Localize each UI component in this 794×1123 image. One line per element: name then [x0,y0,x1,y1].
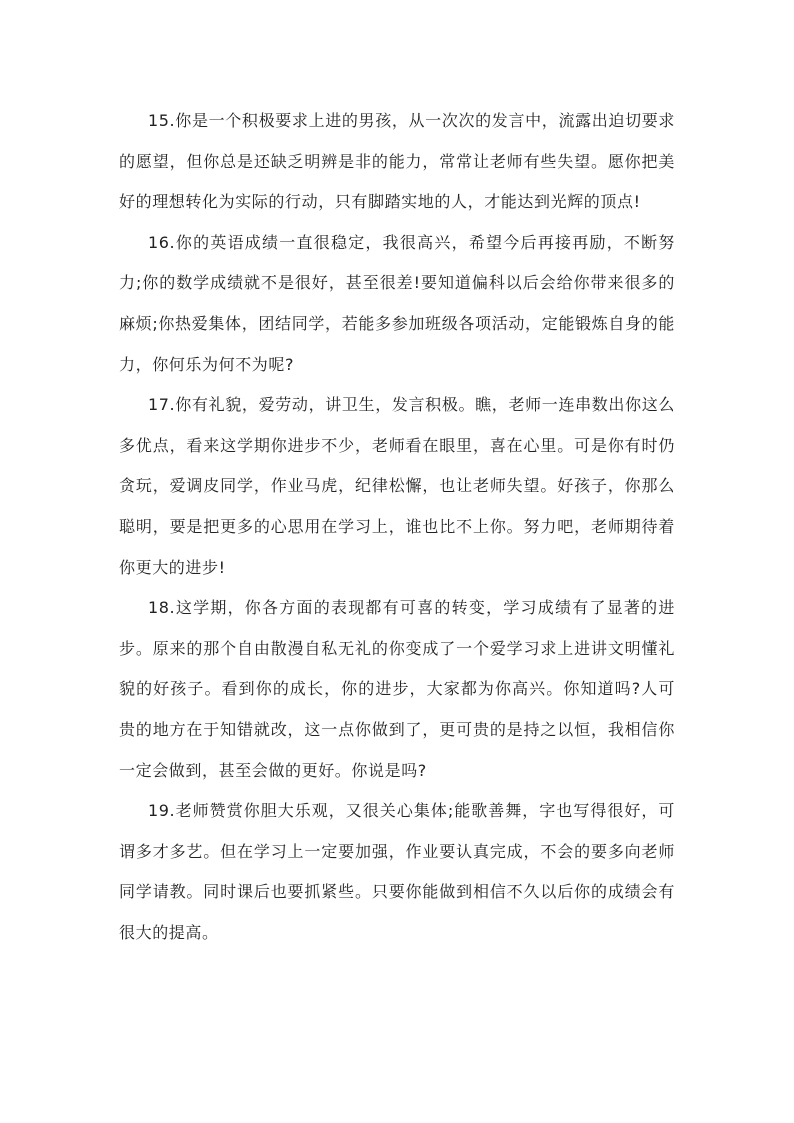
paragraph-15: 15.你是一个积极要求上进的男孩，从一次次的发言中，流露出迫切要求的愿望，但你总是还缺乏明辨是非的能力，常常让老师有些失望。愿你把美好的理想转化为实际的行动，只有脚踏实地的人，才能达到光辉的顶点! [119,111,675,212]
document-body [119,101,675,953]
paragraph-19: 19.老师赞赏你胆大乐观，又很关心集体;能歌善舞，字也写得很好，可谓多才多艺。但在学习上一定要加强，作业要认真完成，不会的要多向老师同学请教。同时课后也要抓紧些。只要你能做到相信不久以后你的成绩会有很大的提高。 [119,801,675,942]
paragraph-17: 17.你有礼貌，爱劳动，讲卫生，发言积极。瞧，老师一连串数出你这么多优点，看来这学期你进步不少，老师看在眼里，喜在心里。可是你有时仍贪玩，爱调皮同学，作业马虎，纪律松懈，也让老师失望。好孩子，你那么聪明，要是把更多的心思用在学习上，谁也比不上你。努力吧，老师期待着你更大的进步! [119,395,675,577]
paragraph-18: 18.这学期，你各方面的表现都有可喜的转变，学习成绩有了显著的进步。原来的那个自由散漫自私无礼的你变成了一个爱学习求上进讲文明懂礼貌的好孩子。看到你的成长，你的进步，大家都为你高兴。你知道吗?人可贵的地方在于知错就改，这一点你做到了，更可贵的是持之以恒，我相信你一定会做到，甚至会做的更好。你说是吗? [119,598,675,780]
paragraph-16: 16.你的英语成绩一直很稳定，我很高兴，希望今后再接再励，不断努力;你的数学成绩就不是很好，甚至很差!要知道偏科以后会给你带来很多的麻烦;你热爱集体，团结同学，若能多参加班级各项活动，定能锻炼自身的能力，你何乐为何不为呢? [119,232,675,374]
